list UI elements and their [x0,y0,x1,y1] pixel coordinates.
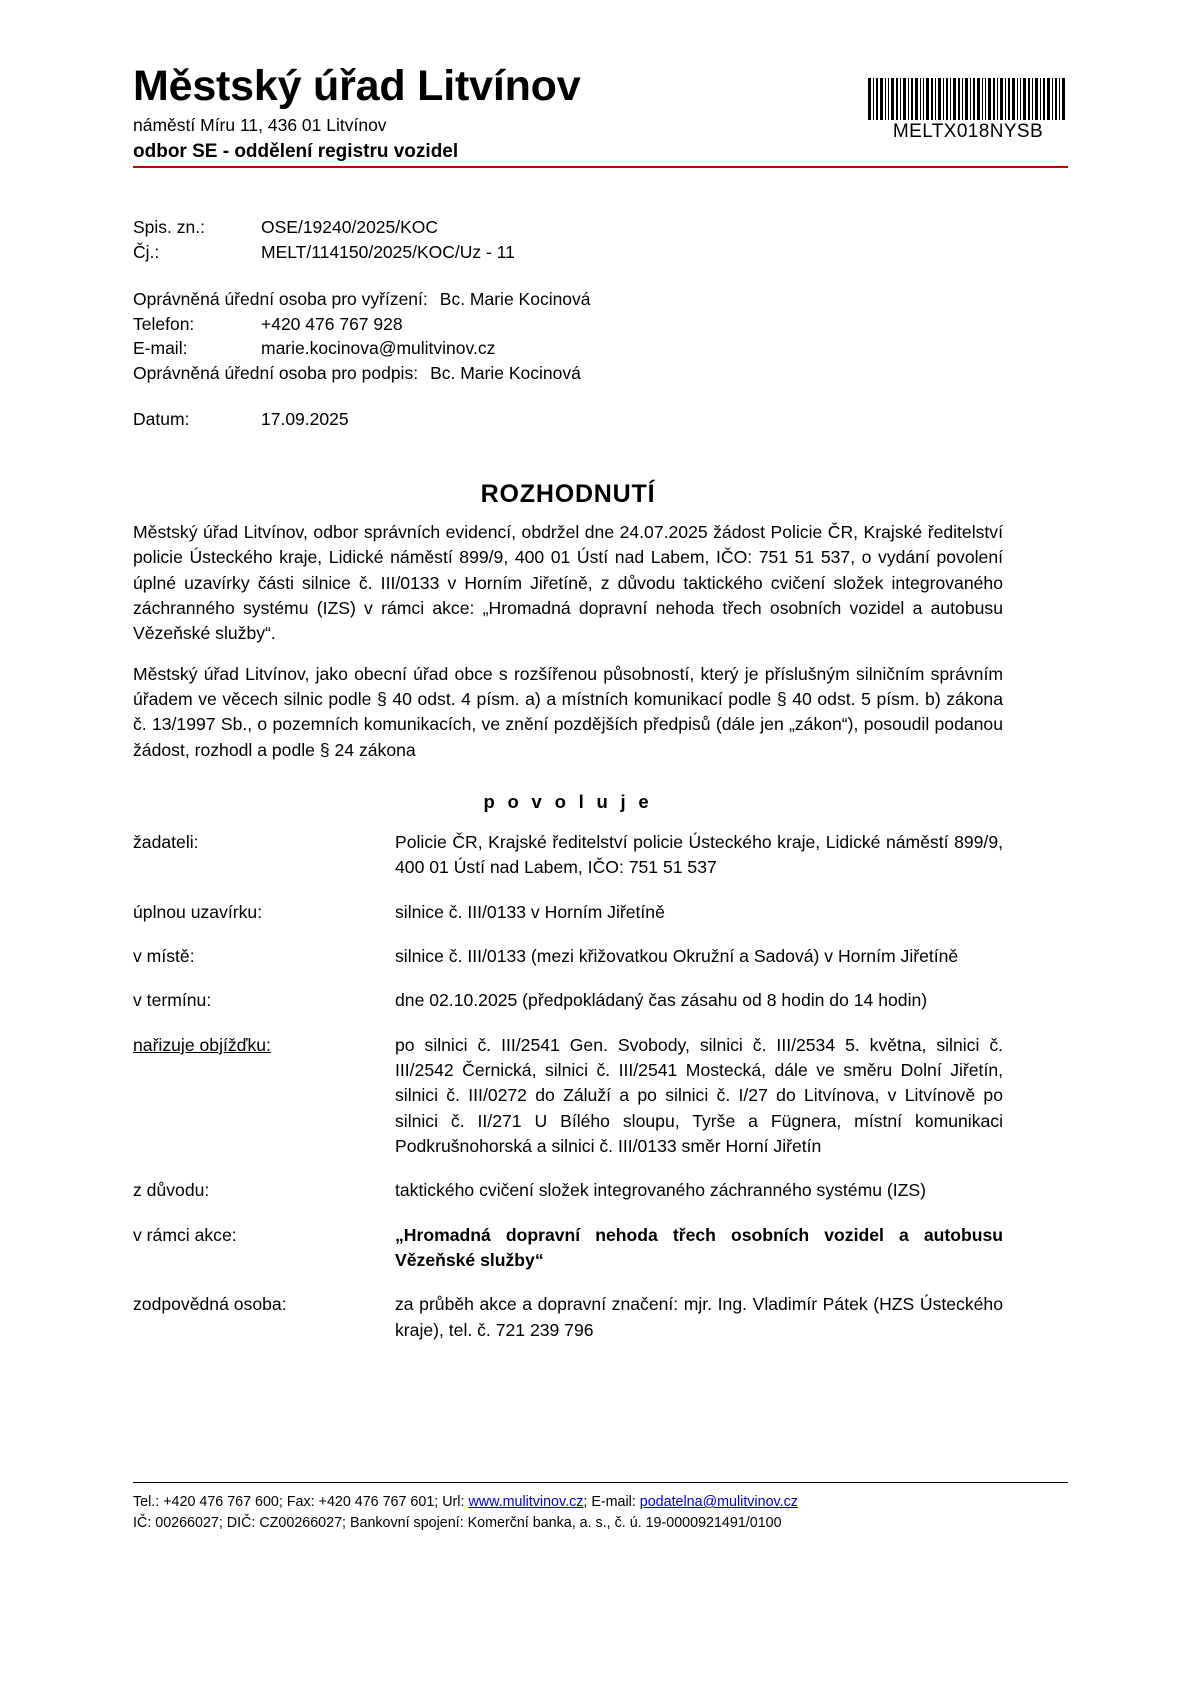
meta-spacer-2 [133,386,1033,407]
footer-email-prefix: ; E-mail: [583,1494,640,1510]
provision-row [133,1292,1003,1343]
provision-term [133,1178,395,1203]
body-paragraph-1: Městský úřad Litvínov, odbor správních evidencí, obdržel dne 24.07.2025 žádost Policie ČR, Krajské ředitelství policie Ústeckého kraje, Lidické náměstí 899/9, 400 01 Ústí nad Labem, IČO: 751 51 537, o vydání povolení úplné uzavírky části silnice č. III/0133 v Horním Jiřetíně, z důvodu taktického cvičení složek integrovaného záchranného systému (IZS) v rámci akce: „Hromadná dopravní nehoda třech osobních vozidel a autobusu Vězeňské služby“. [133,522,1003,644]
provision-term-text: zodpovědná osoba: [133,1294,287,1315]
barcode-block [868,62,1068,143]
provision-row [133,900,1003,925]
provision-term-text: z důvodu: [133,1180,210,1201]
provision-row [133,830,1003,881]
officer-processing-value: Bc. Marie Kocinová [439,288,591,309]
provision-row [133,944,1003,969]
provision-description: Policie ČR, Krajské ředitelství policie Ústeckého kraje, Lidické náměstí 899/9, 400 01 Ústí nad Labem, IČO: 751 51 537 [395,832,1003,878]
file-ref-label: Spis. zn.: [133,217,205,237]
email-value: marie.kocinova@mulitvinov.cz [261,338,496,359]
office-department: odbor SE - oddělení registru vozidel [133,141,459,163]
phone-label: Telefon: [133,313,195,334]
decision-body [133,520,1003,846]
grants-keyword: p o v o l u j e [483,790,653,812]
barcode-label: MELTX018NYSB [892,121,1044,142]
provision-term [133,988,395,1013]
provision-term [133,900,395,925]
date-label: Datum: [133,409,190,430]
provision-row [133,1223,1003,1274]
footer-divider [133,1482,1068,1483]
metadata-block [133,215,1033,432]
meta-spacer [133,265,1033,287]
meta-row-date [133,407,1033,432]
meta-row-officer-signing [133,361,1033,386]
email-link[interactable]: podatelna@mulitvinov.cz [639,1494,798,1510]
ref-no-label: Čj.: [133,241,160,262]
footer-contact-line [133,1492,1068,1513]
provision-description: dne 02.10.2025 (předpokládaný čas zásahu od 8 hodin do 14 hodin) [395,990,928,1011]
office-address: náměstí Míru 11, 436 01 Litvínov [133,114,387,135]
meta-row-email [133,336,1033,361]
provision-term [133,1223,395,1274]
file-ref-value: OSE/19240/2025/KOC [261,217,439,237]
document-footer [133,1492,1068,1535]
provision-description: taktického cvičení složek integrovaného záchranného systému (IZS) [395,1180,927,1201]
meta-row-phone [133,312,1033,337]
provision-description: silnice č. III/0133 (mezi křižovatkou Okružní a Sadová) v Horním Jiřetíně [395,945,959,966]
officer-processing-label: Oprávněná úřední osoba pro vyřízení: [133,288,428,309]
provision-term-text: v rámci akce: [133,1224,237,1245]
body-paragraph-2: Městský úřad Litvínov, jako obecní úřad obce s rozšířenou působností, který je příslušným silničním správním úřadem ve věcech silnic podle § 40 odst. 4 písm. a) a místních komunikací podle § 40 odst. 5 písm. b) zákona č. 13/1997 Sb., o pozemních komunikacích, ve znění pozdějších předpisů (dále jen „zákon“), posoudil podanou žádost, rozhodl a podle § 24 zákona [133,663,1003,760]
decision-heading: ROZHODNUTÍ [480,480,656,508]
officer-signing-value: Bc. Marie Kocinová [430,363,581,384]
page-title: Městský úřad Litvínov [133,62,581,110]
meta-row-officer-processing [133,287,1033,312]
provision-term-text: v místě: [133,945,195,966]
provisions-list [133,830,1003,1343]
provision-row [133,988,1003,1013]
provision-term-text: nařizuje objížďku: [133,1034,271,1055]
provision-term [133,830,395,881]
footer-phone-fax-text: Tel.: +420 476 767 600; Fax: +420 476 767 601; Url: [133,1494,469,1510]
provision-term-text: v termínu: [133,990,212,1011]
provision-term [133,1292,395,1343]
officer-signing-label: Oprávněná úřední osoba pro podpis: [133,363,419,384]
meta-row-ref-no [133,240,1033,265]
phone-value: +420 476 767 928 [261,313,403,334]
provision-description: za průběh akce a dopravní značení: mjr. Ing. Vladimír Pátek (HZS Ústeckého kraje), tel. č. 721 239 796 [395,1294,1003,1340]
header-divider [133,166,1068,168]
website-link[interactable]: www.mulitvinov.cz [468,1494,584,1510]
provision-row [133,1178,1003,1203]
provision-term-text: úplnou uzavírku: [133,901,263,922]
provision-term-text: žadateli: [133,832,199,852]
provision-description: silnice č. III/0133 v Horním Jiřetíně [395,901,665,922]
header-office-block [133,62,580,164]
document-header [133,62,1068,164]
provision-term [133,1033,395,1160]
provision-description: „Hromadná dopravní nehoda třech osobních vozidel a autobusu Vězeňské služby“ [395,1224,1003,1270]
meta-row-file-ref [133,215,1033,240]
provision-row [133,1033,1003,1160]
provision-description: po silnici č. III/2541 Gen. Svobody, silnici č. III/2534 5. května, silnici č. III/2542 Černická, silnici č. III/2541 Mostecká, dále ve směru Dolní Jiřetín, silnici č. III/0272 do Záluží a po silnici č. I/27 do Litvínova, v Litvínově po silnici č. II/271 U Bílého sloupu, Tyrše a Fügnera, místní komunikaci Podkrušnohorská a silnici č. III/0133 směr Horní Jiřetín [395,1034,1003,1156]
ref-no-value: MELT/114150/2025/KOC/Uz - 11 [261,241,515,262]
footer-registration-line: IČ: 00266027; DIČ: CZ00266027; Bankovní spojení: Komerční banka, a. s., č. ú. 19-0000921491/0100 [133,1515,782,1532]
date-value: 17.09.2025 [261,409,349,430]
barcode-icon [868,78,1065,120]
email-label: E-mail: [133,338,188,359]
provision-term [133,944,395,969]
